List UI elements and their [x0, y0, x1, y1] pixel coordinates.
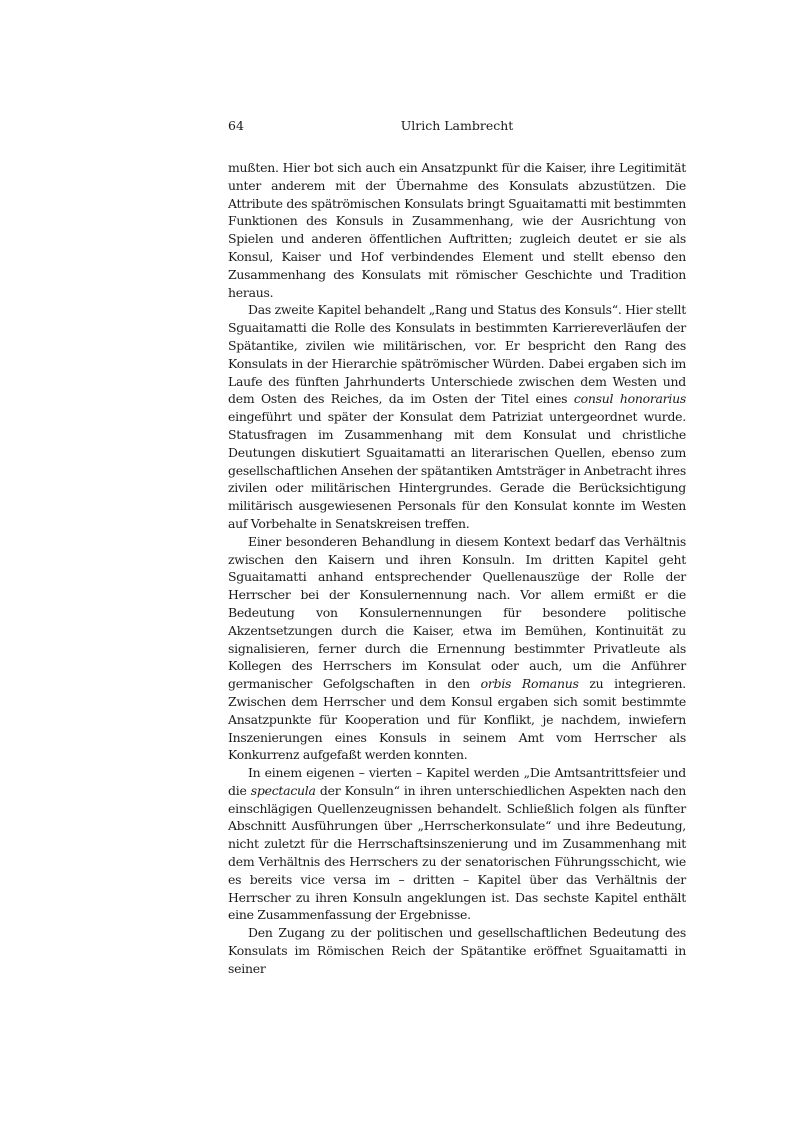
- paragraph: [228, 533, 686, 764]
- paragraph: [228, 159, 686, 301]
- italic-term: orbis Romanus: [480, 676, 579, 692]
- italic-term: spectacula: [250, 782, 316, 798]
- page-number: 64: [228, 118, 244, 133]
- italic-term: consul honorarius: [573, 391, 686, 407]
- text-segment: Den Zugang zu der politischen und gesellschaftlichen Bedeutung des Konsulats im Römischen Reich der Spätantike eröffnet Sguaitamatti in seiner: [228, 925, 686, 976]
- text-segment: eingeführt und später der Konsulat dem Patriziat untergeordnet wurde. Statusfragen im Zusammenhang mit dem Konsulat und christliche Deutungen diskutiert Sguaitamatti an literarischen Quellen, ebenso zum gesellschaftlichen Ansehen der spätantiken Amtsträger in Anbetracht ihres zivilen oder militärischen Hintergrundes. Gerade die Berücksichtigung militärisch ausgewiesenen Personals für den Konsulat konnte im Westen auf Vorbehalte in Senatskreisen treffen.: [228, 409, 686, 531]
- body-text: [228, 159, 686, 978]
- paragraph: [228, 924, 686, 977]
- paragraph: [228, 764, 686, 924]
- page: [228, 118, 686, 978]
- text-segment: Einer besonderen Behandlung in diesem Kontext bedarf das Verhältnis zwischen den Kaisern und ihren Konsuln. Im dritten Kapitel geht Sguaitamatti anhand entsprechender Quellenauszüge der Rolle der Herrscher bei der Konsulernennung nach. Vor allem ermißt er die Bedeutung von Konsulernennungen für besondere politische Akzentsetzungen durch die Kaiser, etwa im Bemühen, Kontinuität zu signalisieren, ferner durch die Ernennung bestimmter Privatleute als Kollegen des Herrschers im Konsulat oder auch, um die Anführer germanischer Gefolgschaften in den: [228, 533, 686, 692]
- running-head: Ulrich Lambrecht: [400, 118, 514, 133]
- text-segment: In einem eigenen – vierten – Kapitel werden „Die Amtsantrittsfeier und die: [228, 765, 686, 798]
- text-segment: zu integrieren. Zwischen dem Herrscher und dem Konsul ergaben sich somit bestimmte Ansatzpunkte für Kooperation und für Konflikt, je nachdem, inwiefern Inszenierungen eines Konsuls in seinem Amt vom Herrscher als Konkurrenz aufgefaßt werden konnten.: [228, 676, 686, 763]
- page-header: [228, 118, 686, 140]
- paragraph: [228, 301, 686, 532]
- text-segment: mußten. Hier bot sich auch ein Ansatzpunkt für die Kaiser, ihre Legitimität unter anderem mit der Übernahme des Konsulats abzustützen. Die Attribute des spätrömischen Konsulats bringt Sguaitamatti mit bestimmten Funktionen des Konsuls in Zusammenhang, wie der Ausrichtung von Spielen und anderen öffentlichen Auftritten; zugleich deutet er sie als Konsul, Kaiser und Hof verbindendes Element und stellt ebenso den Zusammenhang des Konsulats mit römischer Geschichte und Tradition heraus.: [228, 160, 686, 300]
- text-segment: Das zweite Kapitel behandelt „Rang und Status des Konsuls“. Hier stellt Sguaitamatti die Rolle des Konsulats in bestimmten Karriereverläufen der Spätantike, zivilen wie militärischen, vor. Er bespricht den Rang des Konsulats in der Hierarchie spätrömischer Würden. Dabei ergaben sich im Laufe des fünften Jahrhunderts Unterschiede zwischen dem Westen und dem Osten des Reiches, da im Osten der Titel eines: [228, 302, 686, 407]
- text-segment: der Konsuln“ in ihren unterschiedlichen Aspekten nach den einschlägigen Quellenzeugnissen behandelt. Schließlich folgen als fünfter Abschnitt Ausführungen über „Herrscherkonsulate“ und ihre Bedeutung, nicht zuletzt für die Herrschaftsinszenierung und im Zusammenhang mit dem Verhältnis des Herrschers zu der senatorischen Führungsschicht, wie es bereits vice versa im – dritten – Kapitel über das Verhältnis der Herrscher zu ihren Konsuln angeklungen ist. Das sechste Kapitel enthält eine Zusammenfassung der Ergebnisse.: [228, 782, 686, 923]
